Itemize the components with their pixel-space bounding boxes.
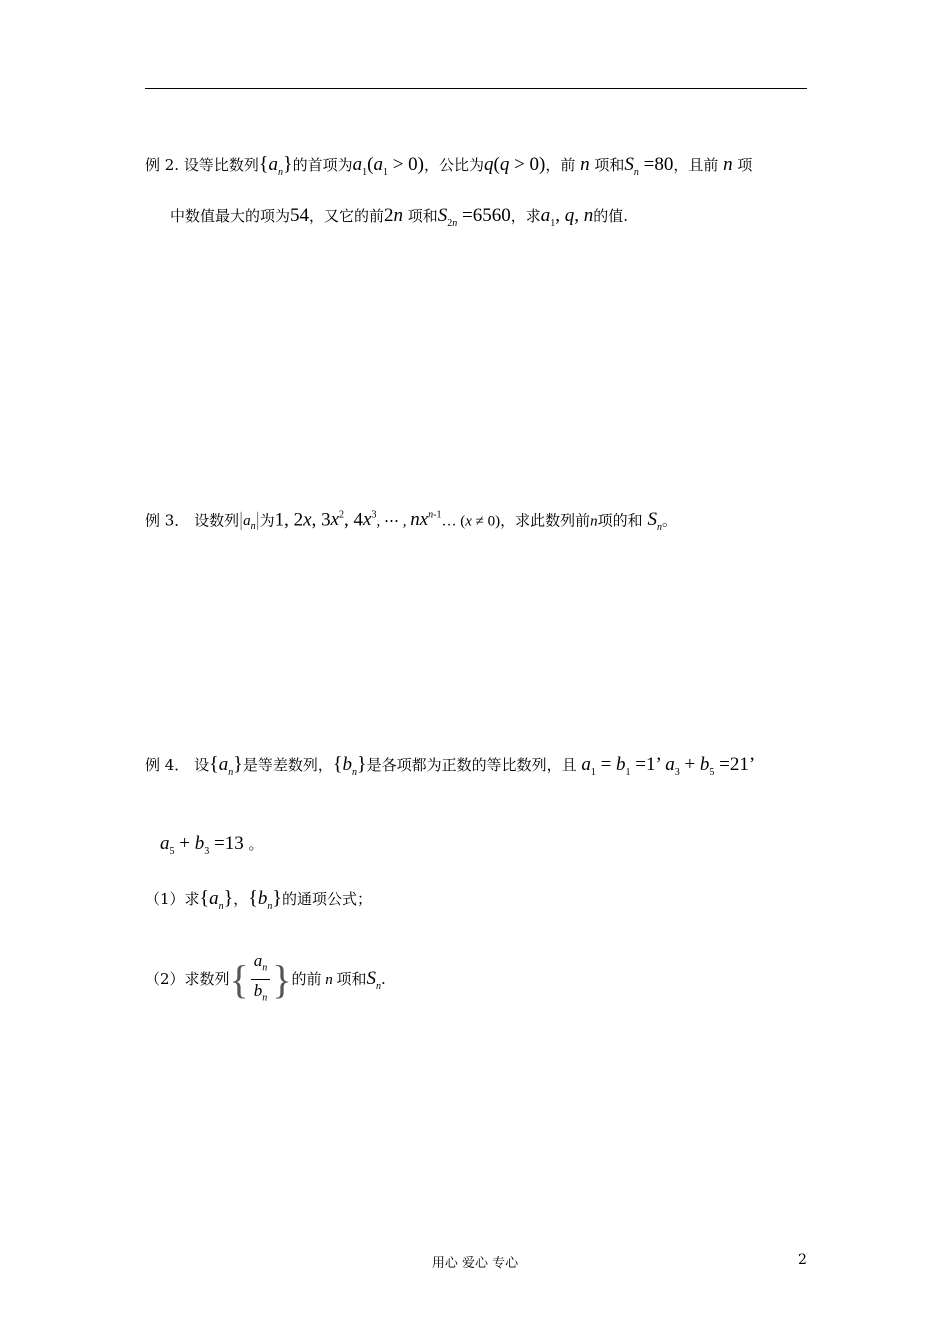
math: $b_3$ [194,833,210,857]
math: { [209,753,219,775]
math: { [258,153,269,175]
math: n [321,971,337,988]
math: $S_n$ [366,967,381,992]
math: , 4 [344,509,364,531]
math: q [484,154,494,175]
math: ’ [748,754,756,775]
math: > 0) [387,154,424,175]
math: } [233,753,243,775]
text: . [380,969,386,988]
text: 是等差数列， [242,756,333,774]
text: ，又它的前 [309,207,385,225]
text: 中数值最大的项为 [170,207,291,225]
text: ，求此数列前 [500,511,591,530]
text: 项的和 [597,511,643,530]
math: } [356,753,367,775]
text: 的首项为 [292,156,353,174]
math: n [575,154,595,175]
math: } [283,153,293,175]
math: 1, 2 [274,509,304,531]
text: 的前 [291,969,322,988]
math: = [714,754,730,775]
text: 项和 [336,969,367,988]
example-4-part-1 [145,886,372,919]
math: 13 [224,833,244,854]
math: $a_1$ [373,154,388,178]
math: x [465,513,472,530]
math: ≠ 0) [471,513,501,530]
example-3-line [145,504,677,540]
math: { [199,887,210,909]
math: $S_n$ [624,154,639,178]
text: 设 [194,756,210,774]
footer-text: 用心 爱心 专心 [431,1256,519,1271]
text: ，求 [510,207,541,225]
math: $S_n$ [642,509,662,534]
math: = [630,754,647,775]
math: $S_{2n}$ [437,205,458,229]
math: 1 [646,754,656,775]
math: $b_1$ [616,754,631,778]
text: 。 [661,511,677,530]
text: 项和 [407,207,438,225]
text: ，公比为 [424,156,485,174]
math: 54 [290,205,310,226]
math: } [223,887,234,909]
text: （2）求数列 [145,969,230,988]
header-rule [145,88,807,89]
page-number: 2 [798,1252,807,1268]
math: 2 [384,205,394,226]
math: $a_1$, q, n [540,205,594,229]
math: $nx^{n-1}$ [410,509,442,531]
math: > 0) [509,154,546,175]
text: ，前 [545,156,576,174]
math: { [332,753,343,775]
fraction-an-over-bn: $\frac{a_n}{b_n}$ [251,950,271,1010]
text: 设等比数列 [183,156,259,174]
example-4-line-2 [160,832,263,864]
text: 的值. [593,207,629,225]
math: n [718,154,738,175]
math: = [457,205,473,226]
text: 为 [259,511,275,530]
text: 设数列 [194,511,240,530]
text: （1）求 [145,890,200,908]
math: $a_n$ [209,888,224,912]
math: $a_1$ [352,154,368,178]
math: = [209,833,225,854]
example-2-line-2 [170,204,628,236]
math: | [255,508,260,531]
text: ，且前 [673,156,719,174]
math: n [590,513,598,530]
math: { [248,887,258,909]
math: … ( [441,513,466,530]
math: + [174,833,195,854]
math: q [499,154,510,175]
math: x [303,509,312,531]
math: , ⋯ , [376,513,411,530]
example-4-part-2 [145,950,386,1015]
math: 。 [243,835,264,853]
example-2-line-1 [145,152,752,185]
example-4-line-1 [145,752,755,785]
math: $a_n$ [218,754,234,778]
math: 80 [654,154,674,175]
text: 是各项都为正数的等比数列，且 [366,756,577,774]
math: 6560 [472,205,511,226]
text: ， [233,890,249,908]
text: 项 [737,156,753,174]
math: $x^2$ [330,509,345,531]
math: | [239,508,244,531]
math: { [229,956,249,1002]
math: $a_n$ [243,513,256,533]
math: $b_n$ [342,754,357,778]
example-3-label: 例 3． [145,511,190,530]
math: + [679,754,700,775]
math: ’ [655,754,666,775]
example-2-label: 例 2. [145,156,180,174]
example-4-label: 例 4． [145,756,190,774]
math: 21 [729,754,749,775]
text: 的通项公式； [282,890,373,908]
math: $a_3$ [665,754,680,778]
text: 项和 [594,156,625,174]
math: = [595,754,617,775]
math: $a_1$ [576,754,596,778]
math: } [272,887,282,909]
math: $a_5$ [160,833,175,857]
math: } [272,956,292,1002]
math: $b_n$ [257,888,273,912]
math: $b_5$ [699,754,715,778]
math: ( [493,154,500,175]
math: , 3 [311,509,331,531]
math: = [638,154,655,175]
math: ( [367,154,374,175]
math: $a_n$ [268,154,283,178]
math: n [393,205,408,226]
math: $x^3$ [363,509,377,531]
